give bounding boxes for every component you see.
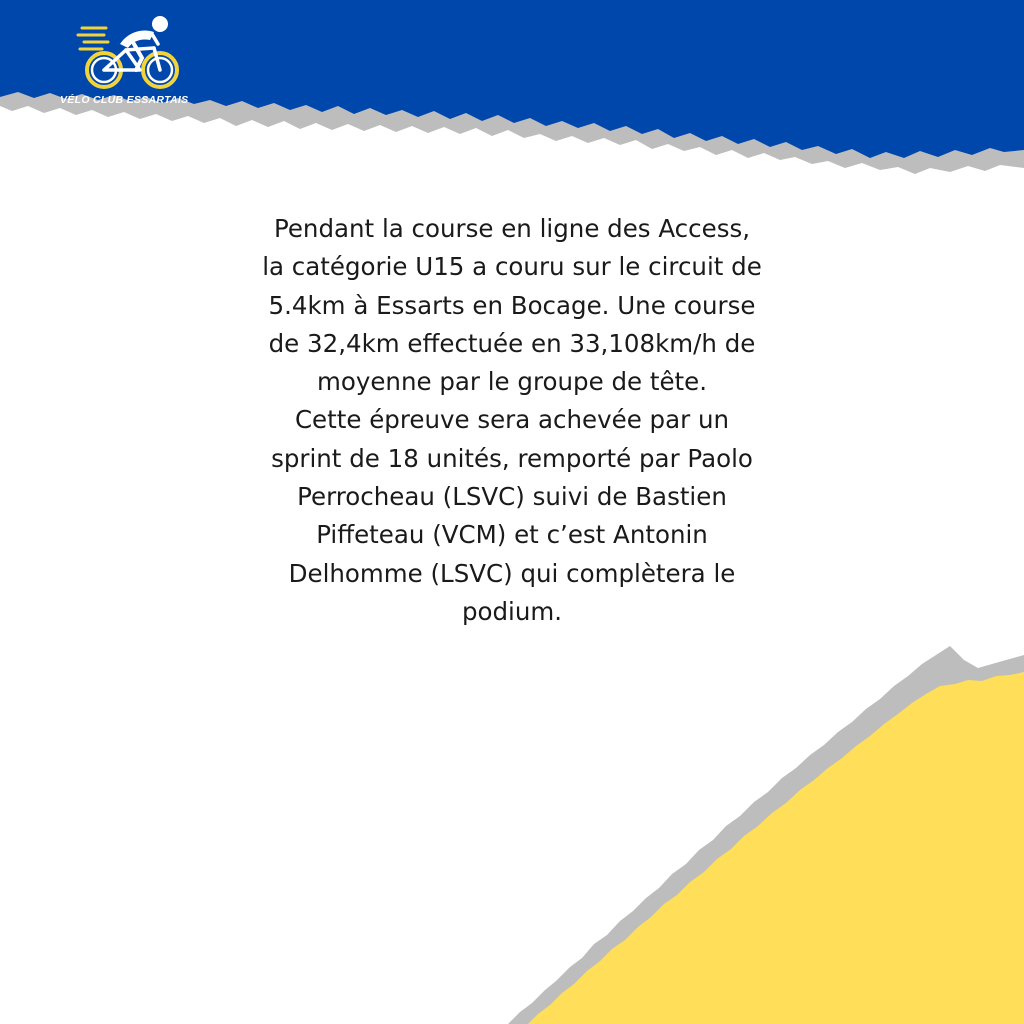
yellow-corner <box>528 672 1024 1024</box>
article-line: Pendant la course en ligne des Access, <box>273 214 751 243</box>
article-line: sprint de 18 unités, remporté par Paolo <box>271 443 753 473</box>
article-line: moyenne par le groupe de tête. <box>316 367 707 397</box>
article-line: 5.4km à Essarts en Bocage. Une course <box>268 290 756 320</box>
cyclist-icon <box>76 14 186 92</box>
article-line: podium. <box>461 596 563 626</box>
article-line: la catégorie U15 a couru sur le circuit de <box>262 252 762 282</box>
article-line: Cette épreuve sera achevée par un <box>294 405 730 435</box>
article-line: Delhomme (LSVC) qui complètera le <box>288 558 736 588</box>
article-text <box>232 210 792 631</box>
club-name: VÉLO CLUB ESSARTAIS <box>60 94 189 106</box>
article-line: Perrocheau (LSVC) suivi de Bastien <box>297 482 727 512</box>
article-line: de 32,4km effectuée en 33,108km/h de <box>268 328 756 358</box>
club-logo <box>56 14 226 114</box>
article-line: Piffeteau (VCM) et c’est Antonin <box>316 520 708 550</box>
